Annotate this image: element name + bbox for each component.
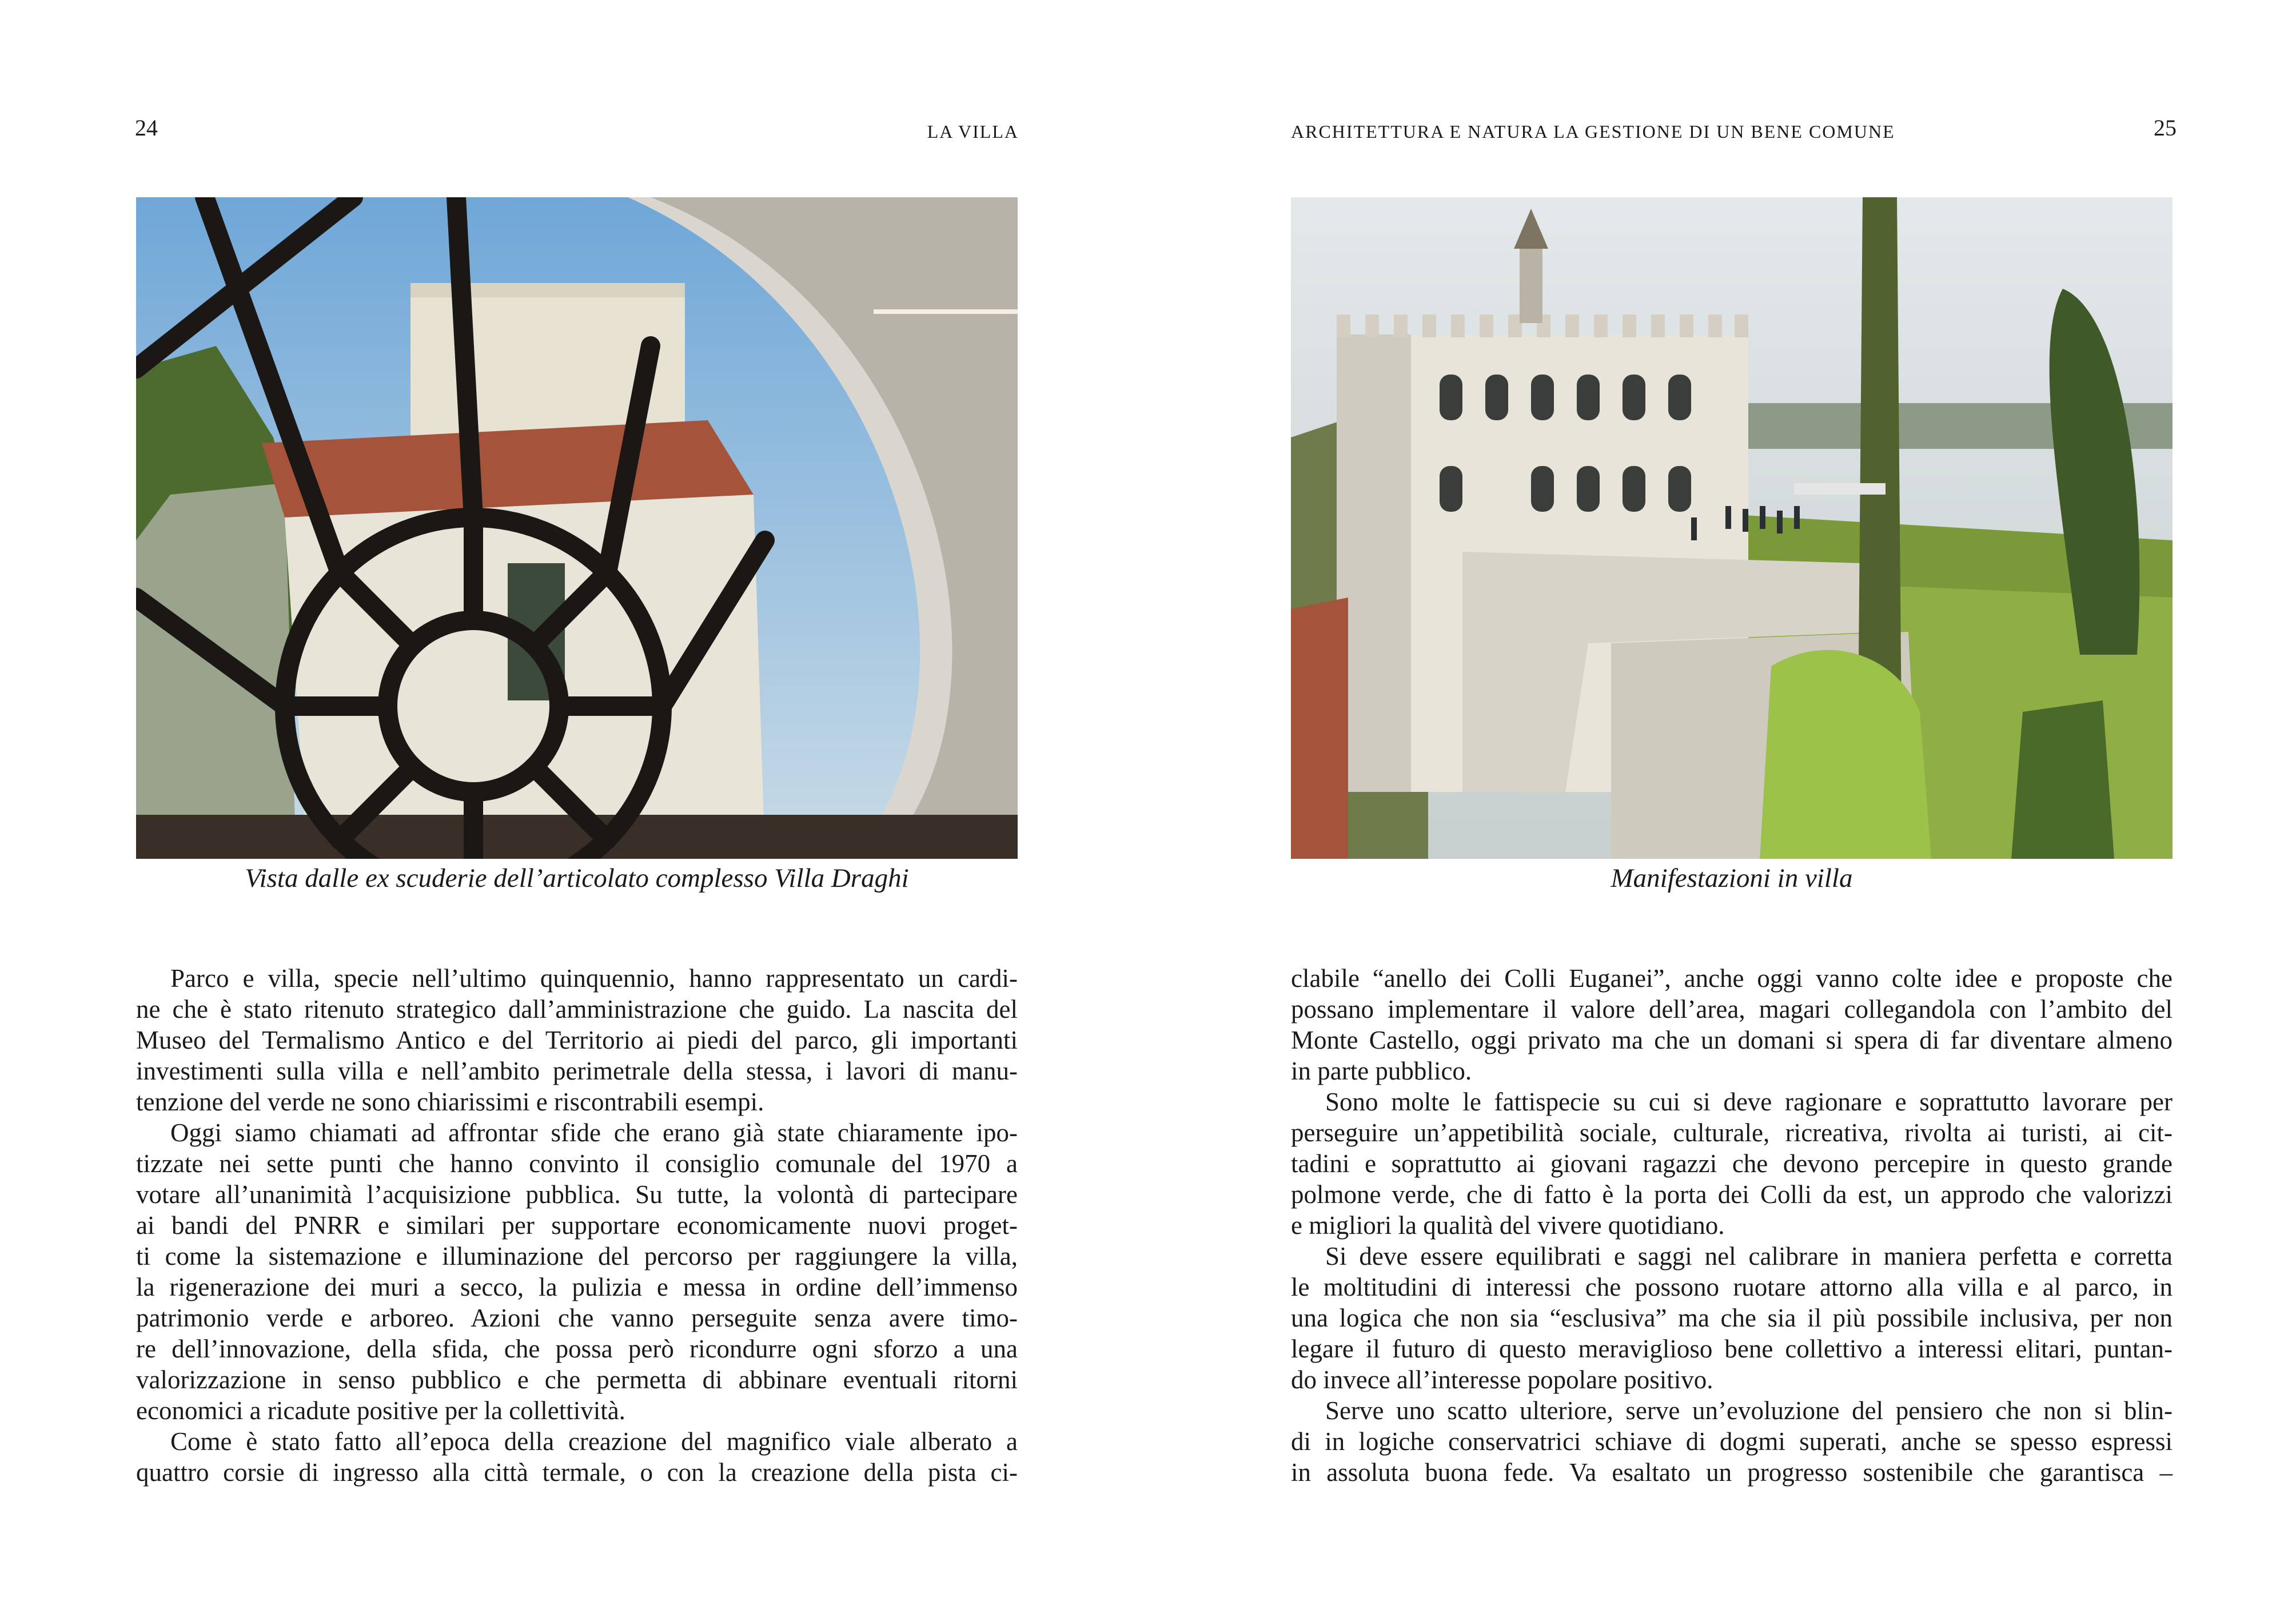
text-line: e migliori la qualità del vivere quotidiano. [1291, 1211, 1725, 1240]
text-line: Monte Castello, oggi privato ma che un domani si spera di far diventare almeno [1291, 1026, 2173, 1054]
text-line: economici a ricadute positive per la collettività. [136, 1396, 625, 1425]
text-line: valorizzazione in senso pubblico e che permetta di abbinare eventuali ritorni [136, 1365, 1018, 1394]
text-line: votare all’unanimità l’acquisizione pubblica. Su tutte, la volontà di partecipare [136, 1180, 1018, 1209]
text-line: una logica che non sia “esclusiva” ma che sia il più possibile inclusiva, per non [1291, 1304, 2173, 1332]
text-line: tadini e soprattutto ai giovani ragazzi che devono percepire in questo grande [1291, 1149, 2173, 1178]
text-line: di in logiche conservatrici schiave di dogmi superati, anche se spesso espressi [1291, 1427, 2173, 1456]
text-line: Museo del Termalismo Antico e del Territorio ai piedi del parco, gli importanti [136, 1026, 1018, 1054]
running-head-left: LA VILLA [927, 121, 1019, 142]
photo-villa-event [1291, 197, 2173, 859]
photo-caption-left: Vista dalle ex scuderie dell’articolato complesso Villa Draghi [245, 863, 909, 893]
text-line: re dell’innovazione, della sfida, che possa però ricondurre ogni sforzo a una [136, 1335, 1018, 1363]
text-line: perseguire un’appetibilità sociale, culturale, ricreativa, rivolta ai turisti, ai cit- [1291, 1118, 2173, 1147]
text-line: Come è stato fatto all’epoca della creazione del magnifico viale alberato a [170, 1427, 1018, 1456]
text-line: legare il futuro di questo meraviglioso bene collettivo a interessi elitari, puntan- [1291, 1335, 2173, 1363]
text-line: do invece all’interesse popolare positivo. [1291, 1365, 1713, 1394]
running-head-right: ARCHITETTURA E NATURA LA GESTIONE DI UN BENE COMUNE [1291, 121, 1895, 142]
text-line: patrimonio verde e arboreo. Azioni che vanno perseguite senza avere timo- [136, 1304, 1018, 1332]
body-text-left [136, 963, 1018, 1488]
text-line: Oggi siamo chiamati ad affrontar sfide che erano già state chiaramente ipo- [170, 1118, 1018, 1147]
text-line: le moltitudini di interessi che possono ruotare attorno alla villa e al parco, in [1291, 1273, 2173, 1301]
text-line: Si deve essere equilibrati e saggi nel calibrare in maniera perfetta e corretta [1325, 1242, 2173, 1270]
text-line: clabile “anello dei Colli Euganei”, anche oggi vanno colte idee e proposte che [1291, 964, 2173, 993]
text-line: possano implementare il valore dell’area, magari collegandola con l’ambito del [1291, 995, 2173, 1023]
text-line: tenzione del verde ne sono chiarissimi e riscontrabili esempi. [136, 1088, 764, 1116]
window-grille-illustration [136, 197, 1018, 859]
text-line: investimenti sulla villa e nell’ambito perimetrale della stessa, i lavori di manu- [136, 1057, 1018, 1085]
text-line: polmone verde, che di fatto è la porta dei Colli da est, un approdo che valorizzi [1291, 1180, 2173, 1209]
photo-window-grille [136, 197, 1018, 859]
page-number-right: 25 [2154, 115, 2177, 141]
text-line: Sono molte le fattispecie su cui si deve ragionare e soprattutto lavorare per [1325, 1088, 2173, 1116]
text-line: tizzate nei sette punti che hanno convinto il consiglio comunale del 1970 a [136, 1149, 1018, 1178]
right-page [1148, 0, 2296, 1621]
photo-caption-right: Manifestazioni in villa [1611, 863, 1853, 893]
text-line: ne che è stato ritenuto strategico dall’amministrazione che guido. La nascita del [136, 995, 1018, 1023]
text-line: in assoluta buona fede. Va esaltato un progresso sostenibile che garantisca – [1291, 1458, 2173, 1487]
body-text-right [1291, 963, 2173, 1488]
text-line: la rigenerazione dei muri a secco, la pulizia e messa in ordine dell’immenso [136, 1273, 1018, 1301]
text-line: Parco e villa, specie nell’ultimo quinquennio, hanno rappresentato un cardi- [170, 964, 1018, 993]
text-line: quattro corsie di ingresso alla città termale, o con la creazione della pista ci- [136, 1458, 1018, 1487]
text-line: ti come la sistemazione e illuminazione del percorso per raggiungere la villa, [136, 1242, 1018, 1270]
page-number-left: 24 [135, 115, 158, 141]
text-line: in parte pubblico. [1291, 1057, 1472, 1085]
text-line: Serve uno scatto ulteriore, serve un’evoluzione del pensiero che non si blin- [1325, 1396, 2173, 1425]
text-line: ai bandi del PNRR e similari per supportare economicamente nuovi proget- [136, 1211, 1018, 1240]
villa-illustration [1291, 197, 2173, 859]
